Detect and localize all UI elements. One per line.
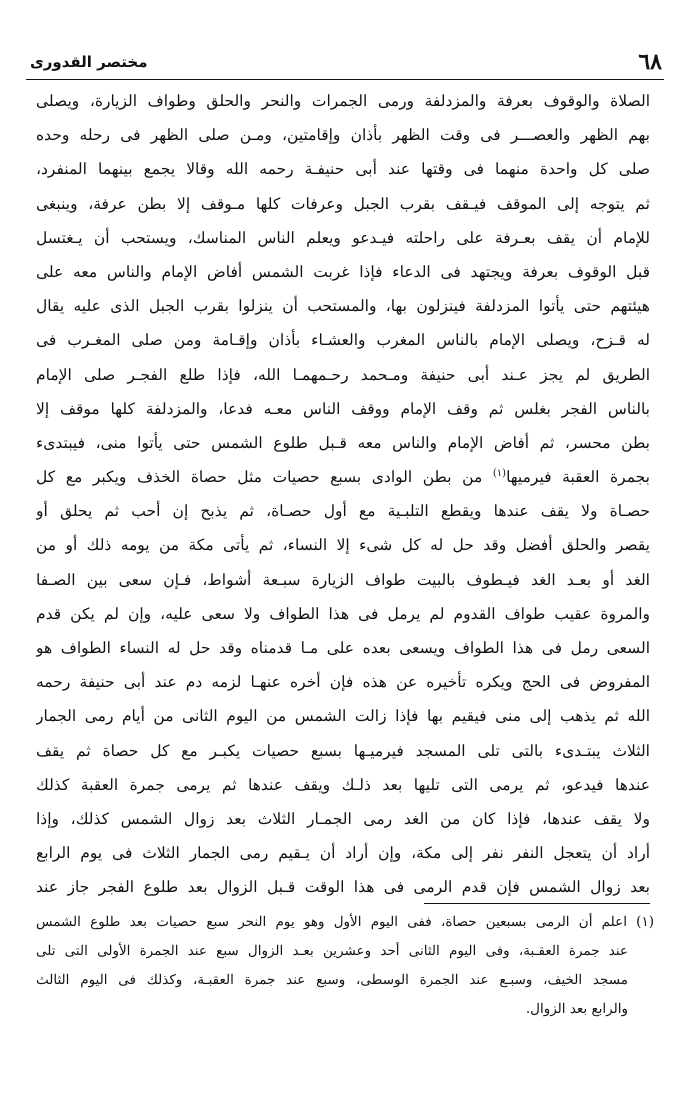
text-line: والمروة عقيب طواف القدوم لم يرمل فى هذا الطواف ولا سعى عليه، وإن لم يكن قدم [36,604,650,623]
text-line: الصلاة والوقوف بعرفة والمزدلفة ورمى الجمرات والنحر والحلق وطواف الزيارة، ويصلى [36,92,650,110]
text-line: حصـاة ولا يقف عندها ويقطع التلبـية مع أول حصـاة، ثم يذبح إن أحب ثم يحلق أو [36,502,650,521]
text-line: الغد أو بعـد الغد فيـطوف بالبيت طواف الزيارة سبـعة أشواط، فـإن سعى بين الصـفا [36,570,650,589]
text-line: عندها فيدعو، ثم يرمى التى تليها بعد ذلـك ويقف عندها ثم يرمى جمرة العقبة كذلك [36,775,650,794]
footnote [36,908,654,1024]
text-line: هيئتهم حتى يأتوا المزدلفة فينزلون بها، والمستحب أن ينزلوا بقرب الجبل الذى عليه يقال [36,297,650,316]
footnote-separator [424,903,650,904]
running-title: مختصر القدورى [30,53,148,71]
text-line: قبل الوقوف بعرفة ويجتهد فى الدعاء فإذا غربت الشمس أفاض الإمام والناس معه على [36,262,650,281]
text-line: السعى رمل فى هذا الطواف ويسعى بعده على مـا قدمناه وقد حل له النساء الطواف هو [36,639,650,657]
text-line: الله ثم يذهب إلى منى فيقيم بها فإذا زالت الشمس من اليوم الثانى من أيام رمى الجمار [36,707,650,726]
text-line: ولا يقف عندها، فإذا كان من الغد رمى الجمـار الثلاث بعد زوال الشمس كذلك، وإذا [36,809,650,828]
text-line: أراد أن يتعجل النفر نفر إلى مكة، وإن أراد أن يـقيم رمى الجمار الثلاث فى يوم الرابع [36,844,650,863]
footnote-line: والرابع بعد الزوال. [525,1001,628,1017]
footnote-reference: (١) [492,467,507,479]
text-line: بطن محسر، ثم أفاض الإمام والناس معه قـبل طلوع الشمس حتى يأتوا منى، فيبتدىء [36,433,650,452]
text-line: صلى كل واحدة منهما فى وقتها عند أبى حنيفـة رحمه الله وقالا يجمع بينهما المنفرد، [36,160,650,179]
text-line: الطريق لم يجز عـند أبى حنيفة ومـحمد رحـمهمـا الله، فإذا طلع الفجـر صلى الإمام [36,365,650,384]
text-line: الثلاث يبتـدىء بالتى تلى المسجد فيرميـها بسبع حصيات يكبـر مع كل حصاة ثم يقف [36,741,650,760]
text-line-with-footnote [36,460,650,494]
header-rule [26,79,664,80]
text-line: له قـزح، ويصلى الإمام بالناس المغرب والعشـاء بأذان وإقـامة ومن صلى المغـرب فى [36,331,650,350]
page-number: ٦٨ [638,49,662,75]
text-line: بهم الظهر والعصـــر فى وقت الظهر بأذان وإقامتين، ومـن صلى الظهر فى رحله وحده [36,126,650,145]
text-line: بالناس الفجر بغلس ثم وقف الإمام ووقف الناس معـه فدعا، والمزدلفة كلها موقف إلا [36,399,650,418]
footnote-line: (١) اعلم أن الرمى بسبعين حصاة، ففى اليوم الأول وهو يوم النحر سبع حصيات بعد طلوع الشمس [36,914,654,930]
text-line: يقصر والحلق أفضل وقد حل له كل شىء إلا النساء، ثم يأتى مكة من يومه ذلك أو من [36,536,650,555]
footnote-line: عند جمرة العقـبة، وفى اليوم الثانى أحد وعشرين بعـد الزوال سبع عند الجمرة الأولى التى تلى [36,943,628,959]
footnote-line: مسجد الخيف، وسبـع عند الجمرة الوسطى، وسبع عند جمرة العقبـة، وكذلك فى اليوم الثالث [36,972,628,988]
text-line: ثم يتوجه إلى الموقف فيـقف بقرب الجبل وعرفات كلها مـوقف إلا بطن عرفة، وينبغى [36,194,650,213]
text-line: المفروض فى الحج ويكره تأخيره عن هذه فإن أخره عنهـا لزمه دم عند أبى حنيفة رحمه [36,673,650,692]
text-line: للإمام أن يقف بعـرفة على راحلته فيـدعو ويعلم الناس المناسك، ويستحب أن يـغتسل [36,228,650,247]
text-line: بعد زوال الشمس فإن قدم الرمى فى هذا الوقت قـبل الزوال بعد طلوع الفجر جاز عند [36,878,650,897]
page-header [30,40,662,74]
text-line-prefix: بجمرة العقبة فيرميها [506,468,650,487]
text-line-rest: من بطن الوادى بسبع حصيات مثل حصاة الخذف ويكبر مع كل [36,468,483,487]
main-text [36,84,650,905]
